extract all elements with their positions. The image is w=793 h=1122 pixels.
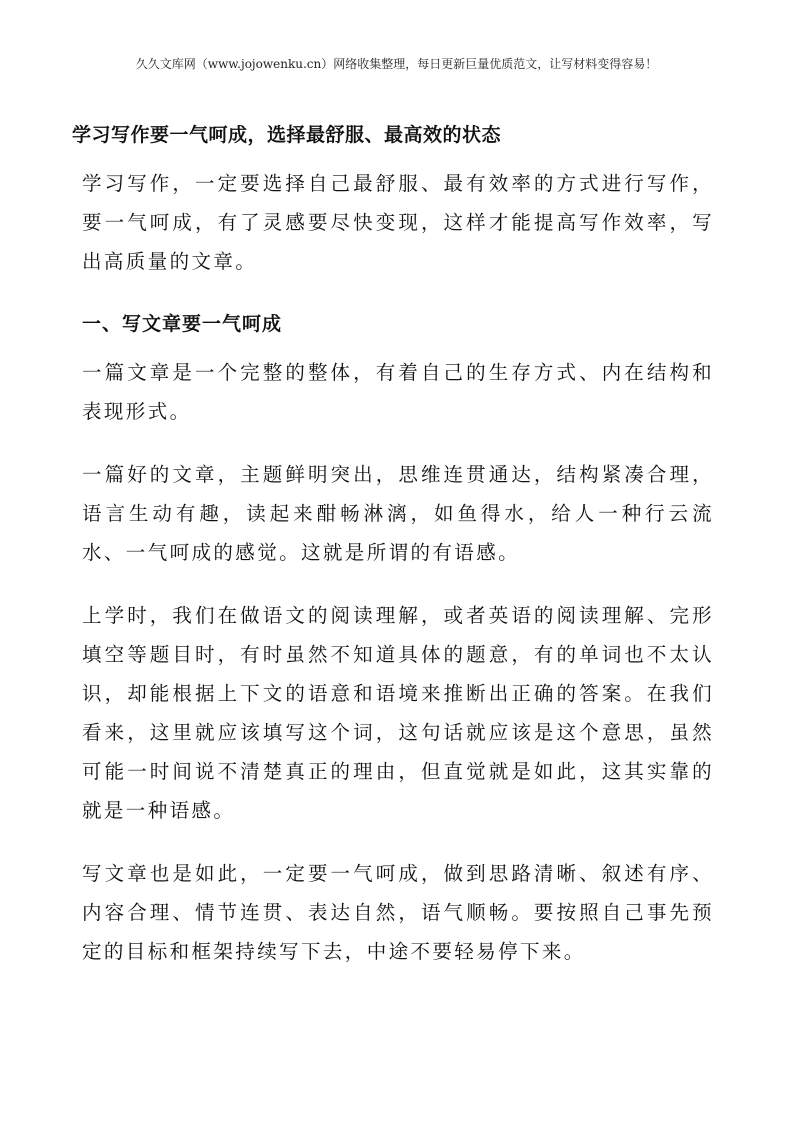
paragraph: 上学时，我们在做语文的阅读理解，或者英语的阅读理解、完形填空等题目时，有时虽然不知道具体的题意，有的单词也不太认识，却能根据上下文的语意和语境来推断出正确的答案。在我们看来，这里就应该填写这个词，这句话就应该是这个意思，虽然可能一时间说不清楚真正的理由，但直觉就是如此，这其实靠的就是一种语感。 — [82, 604, 714, 822]
page-header: 久久文库网（www.jojowenku.cn）网络收集整理，每日更新巨量优质范文，让写材料变得容易！ — [135, 57, 658, 71]
section-heading: 一、写文章要一气呵成 — [82, 313, 283, 335]
intro-paragraph: 学习写作，一定要选择自己最舒服、最有效率的方式进行写作，要一气呵成，有了灵感要尽快变现，这样才能提高写作效率，写出高质量的文章。 — [82, 172, 714, 273]
paragraph: 一篇好的文章，主题鲜明突出，思维连贯通达，结构紧凑合理，语言生动有趣，读起来酣畅淋漓，如鱼得水，给人一种行云流水、一气呵成的感觉。这就是所谓的有语感。 — [82, 463, 714, 564]
document-title: 学习写作要一气呵成，选择最舒服、最高效的状态 — [72, 124, 502, 146]
paragraph: 写文章也是如此，一定要一气呵成，做到思路清晰、叙述有序、内容合理、情节连贯、表达自然，语气顺畅。要按照自己事先预定的目标和框架持续写下去，中途不要轻易停下来。 — [82, 862, 714, 963]
paragraph: 一篇文章是一个完整的整体，有着自己的生存方式、内在结构和表现形式。 — [82, 361, 714, 423]
document-body — [72, 120, 714, 995]
